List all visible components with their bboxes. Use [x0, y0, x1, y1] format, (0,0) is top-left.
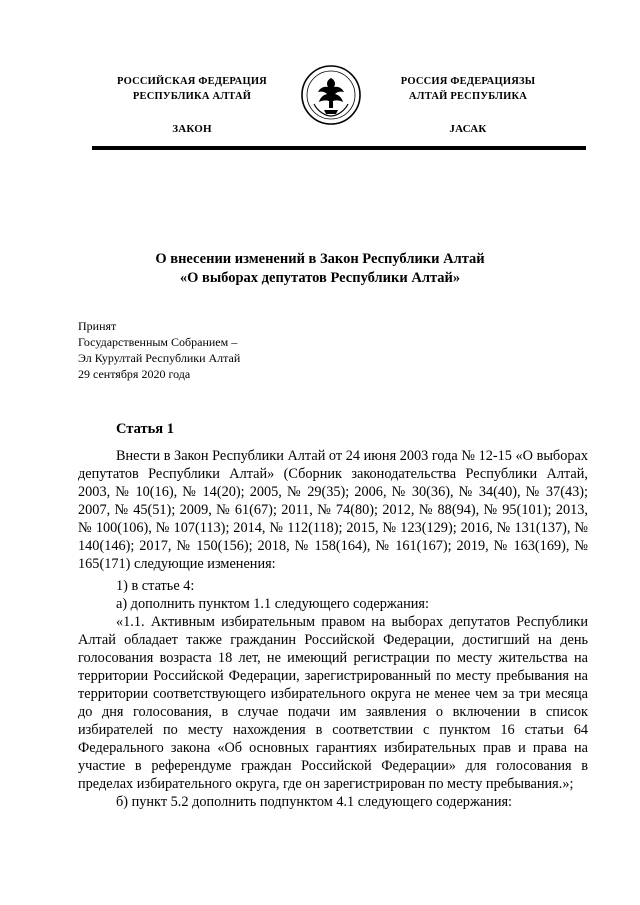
- adopted-date: 29 сентября 2020 года: [78, 367, 191, 381]
- header-right: [368, 74, 568, 137]
- document-title: [60, 250, 580, 288]
- adopted-line-2: Государственным Собранием –: [78, 335, 238, 349]
- adopted-line-1: Принят: [78, 319, 117, 333]
- header-right-doc-type: JАСАК: [449, 123, 487, 135]
- item-1: 1) в статье 4:: [116, 578, 195, 594]
- header-divider: [92, 146, 586, 150]
- altai-coat-of-arms-icon: [300, 64, 362, 126]
- header-left-country: РОССИЙСКАЯ ФЕДЕРАЦИЯ: [117, 76, 267, 87]
- header-left-republic: РЕСПУБЛИКА АЛТАЙ: [132, 91, 252, 102]
- adopted-line-3: Эл Курултай Республики Алтай: [78, 351, 241, 365]
- header-left-doc-type: ЗАКОН: [172, 123, 212, 135]
- header-right-country: РОССИЯ ФЕДЕРАЦИЯЗЫ: [400, 76, 536, 87]
- title-line-1: О внесении изменений в Закон Республики Алтай: [155, 251, 485, 267]
- article-body: [78, 447, 588, 811]
- title-line-2: «О выборах депутатов Республики Алтай»: [179, 270, 461, 286]
- adoption-block: [78, 318, 240, 382]
- article-intro: Внести в Закон Республики Алтай от 24 июня 2003 года № 12-15 «О выборах депутатов Республики Алтай» (Сборник законодательства Республики Алтай, 2003, № 10(16), № 14(20); 2005, № 29(35); 2006, № 30(36), № 34(40), № 37(43); 2007, № 45(51); 2009, № 61(67); 2011, № 74(80); 2012, № 88(94), № 95(101); 2013, № 100(106), № 107(113); 2014, № 112(118); 2015, № 123(129); 2016, № 131(137), № 140(146); 2017, № 150(156); 2018, № 158(164), № 161(167); 2019, № 163(169), № 165(171) следующие изменения:: [78, 448, 588, 572]
- item-1a-quote: «1.1. Активным избирательным правом на выборах депутатов Республики Алтай обладает также гражданин Российской Федерации, достигший на день голосования возраста 18 лет, не имеющий регистрации по месту жительства на территории Российской Федерации, зарегистрированный по месту пребывания на территории соответствующего избирательного округа не менее чем за три месяца до дня голосования, в случае подачи им заявления о включении в список избирателей по месту нахождения в соответствии с пунктом 16 статьи 64 Федерального закона «Об основных гарантиях избирательных прав и права на участие в референдуме граждан Российской Федерации» для голосования в пределах избирательного округа, где он зарегистрирован по месту пребывания.»;: [78, 614, 588, 792]
- article-heading: Статья 1: [116, 421, 174, 437]
- item-1a: а) дополнить пунктом 1.1 следующего содержания:: [116, 596, 429, 612]
- header-right-republic: АЛТАЙ РЕСПУБЛИКА: [408, 91, 528, 102]
- header-left: [92, 74, 292, 137]
- item-1b: б) пункт 5.2 дополнить подпунктом 4.1 следующего содержания:: [116, 794, 513, 810]
